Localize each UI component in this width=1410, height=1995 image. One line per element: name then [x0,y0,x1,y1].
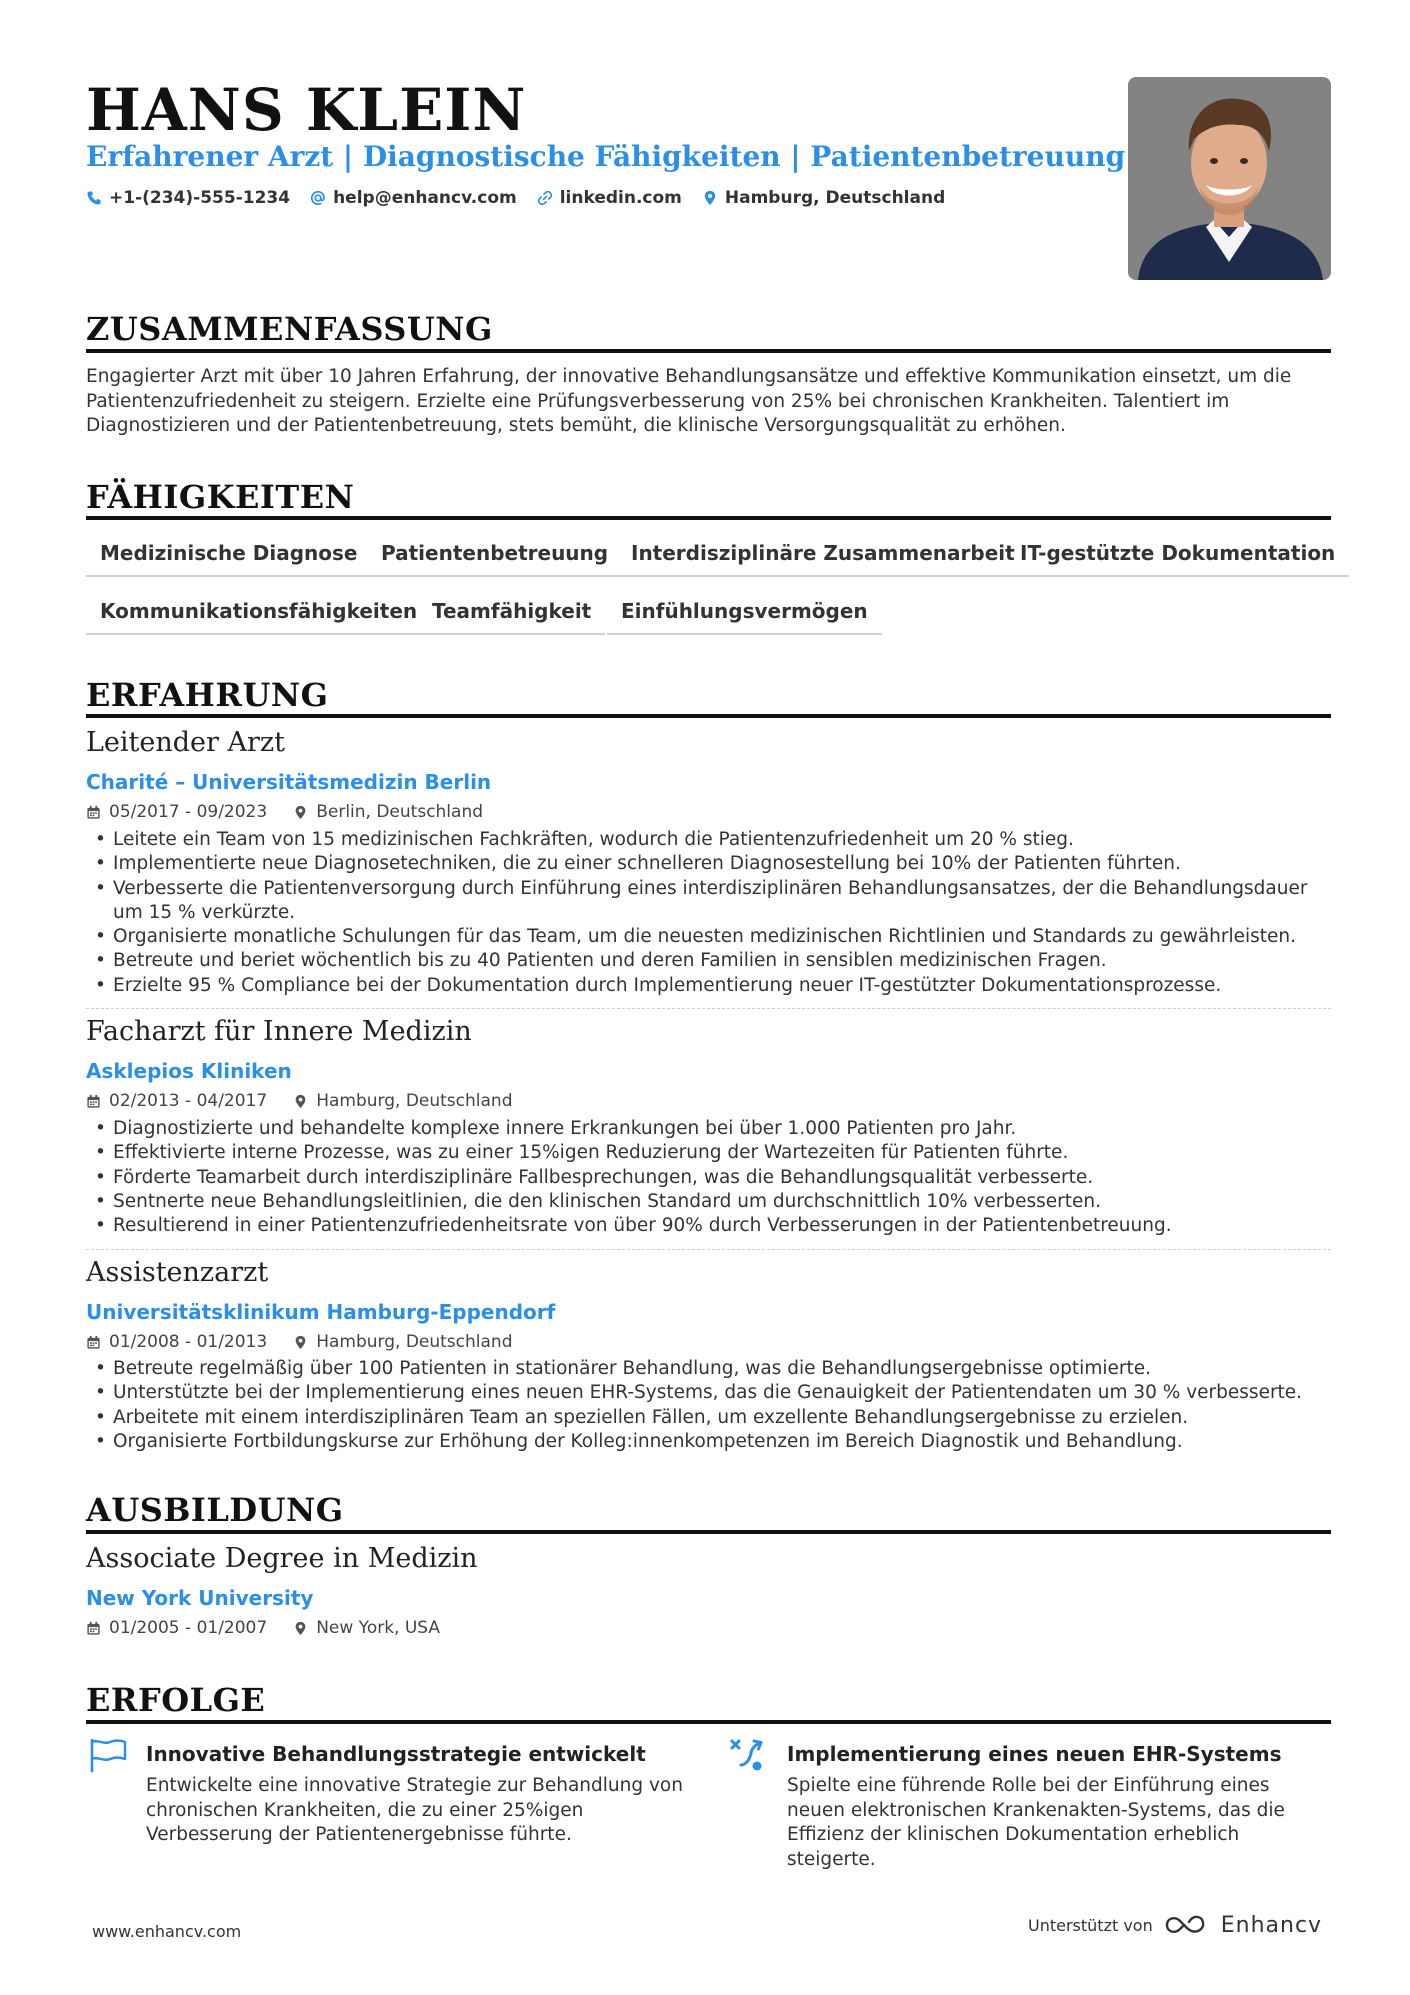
bullet-item: • Verbesserte die Patientenversorgung durch Einführung eines interdisziplinären Behandlungsansatzes, der die Behandlungsdauer um 15 % verkürzte. [86,877,1326,926]
job-title: Facharzt für Innere Medizin [86,1016,472,1047]
education-location [293,1618,440,1638]
bullet-item: • Erzielte 95 % Compliance bei der Dokumentation durch Implementierung neuer IT-gestützter Dokumentationsprozesse. [86,974,1326,998]
education-rule [86,1530,1331,1534]
company-name: Charité – Universitätsmedizin Berlin [86,770,492,794]
flag-icon [88,1737,128,1773]
skills-heading: FÄHIGKEITEN [86,478,355,516]
company-name: Universitätsklinikum Hamburg-Eppendorf [86,1300,556,1324]
skill-tag: Teamfähigkeit [418,599,605,635]
bullet-item: • Effektivierte interne Prozesse, was zu einer 15%igen Reduzierung der Wartezeiten für Patienten führte. [86,1141,1326,1165]
job-divider [86,1249,1331,1250]
location-pin-icon [293,1621,308,1636]
skill-tag: Interdisziplinäre Zusammenarbeit [617,541,1029,577]
at-icon [310,190,326,206]
location-pin-icon [293,805,308,820]
experience-heading: ERFAHRUNG [86,676,329,714]
linkedin-text: linkedin.com [559,188,682,208]
job-dates [86,802,267,822]
strategy-icon [728,1737,768,1773]
bullet-item: • Unterstützte bei der Implementierung eines neuen EHR-Systems, das die Genauigkeit der Patientendaten um 30 % verbesserte. [86,1381,1326,1405]
job-dates-text: 02/2013 - 04/2017 [109,1091,268,1111]
education-location-text: New York, USA [316,1618,441,1638]
contact-location [702,188,945,208]
link-icon [537,190,553,206]
bullet-item: • Förderte Teamarbeit durch interdisziplinäre Fallbesprechungen, was die Behandlungsqualität verbesserte. [86,1166,1326,1190]
summary-heading: ZUSAMMENFASSUNG [86,310,493,348]
brand-name: Enhancv [1220,1912,1323,1938]
location-text: Hamburg, Deutschland [724,188,946,208]
education-heading: AUSBILDUNG [86,1491,344,1529]
location-pin-icon [702,190,718,206]
bullet-item: • Betreute und beriet wöchentlich bis zu 40 Patienten und deren Familien in sensiblen medizinischen Fragen. [86,949,1326,973]
summary-rule [86,349,1331,353]
headline: Erfahrener Arzt | Diagnostische Fähigkeiten | Patientenbetreuung [86,140,1126,173]
powered-by-text: Unterstützt von [1028,1915,1153,1935]
achievement-title: Innovative Behandlungsstrategie entwickelt [146,1742,646,1766]
bullet-item: • Leitete ein Team von 15 medizinischen Fachkräften, wodurch die Patientenzufriedenheit um 20 % stieg. [86,828,1326,852]
degree-title: Associate Degree in Medizin [86,1543,478,1574]
achievements-rule [86,1720,1331,1724]
job-title: Assistenzarzt [86,1257,269,1288]
job-title: Leitender Arzt [86,727,285,758]
experience-rule [86,714,1331,718]
phone-text: +1-(234)-555-1234 [109,188,291,208]
bullet-item: • Resultierend in einer Patientenzufriedenheitsrate von über 90% durch Verbesserungen in der Patientenbetreuung. [86,1214,1326,1238]
bullet-item: • Implementierte neue Diagnosetechniken, die zu einer schnelleren Diagnosestellung bei 10% der Patienten führten. [86,852,1326,876]
job-dates-text: 01/2008 - 01/2013 [109,1332,268,1352]
job-meta [86,1091,513,1111]
skills-rule [86,516,1331,520]
job-dates [86,1091,267,1111]
bullet-item: • Arbeitete mit einem interdisziplinären Team an speziellen Fällen, um exzellente Behandlungsergebnisse zu erzielen. [86,1406,1326,1430]
footer-website[interactable]: www.enhancv.com [92,1922,242,1941]
bullet-item: • Organisierte monatliche Schulungen für das Team, um die neuesten medizinischen Richtlinien und Standards zu gewährleisten. [86,925,1326,949]
job-location-text: Berlin, Deutschland [316,802,484,822]
achievement-title: Implementierung eines neuen EHR-Systems [787,1742,1282,1766]
calendar-icon [86,1621,101,1636]
job-dates [86,1332,267,1352]
job-location [293,1091,512,1111]
job-location-text: Hamburg, Deutschland [316,1091,513,1111]
job-location [293,1332,512,1352]
phone-icon [86,190,102,206]
bullet-item: • Sentnerte neue Behandlungsleitlinien, die den klinischen Standard um durchschnittlich 10% verbesserten. [86,1190,1326,1214]
company-name: Asklepios Kliniken [86,1059,292,1083]
contact-linkedin[interactable] [537,188,682,208]
email-text: help@enhancv.com [333,188,517,208]
enhancv-logo-icon [1163,1912,1211,1938]
education-dates [86,1618,267,1638]
bullet-item: • Diagnostizierte und behandelte komplexe innere Erkrankungen bei über 1.000 Patienten pro Jahr. [86,1117,1326,1141]
location-pin-icon [293,1335,308,1350]
calendar-icon [86,1335,101,1350]
skill-tag: Medizinische Diagnose [86,541,371,577]
job-divider [86,1008,1331,1009]
candidate-name: HANS KLEIN [86,76,527,144]
location-pin-icon [293,1094,308,1109]
contact-email[interactable] [310,188,517,208]
calendar-icon [86,805,101,820]
summary-text: Engagierter Arzt mit über 10 Jahren Erfahrung, der innovative Behandlungsansätze und effektive Kommunikation einsetzt, um die Patientenzufriedenheit zu steigern. Erzielte eine Prüfungsverbesserung von 25% bei chronischen Krankheiten. Talentiert im Diagnostizieren und der Patientenbetreuung, stets bemüht, die klinische Versorgungsqualität zu erhöhen. [86,366,1292,436]
footer-branding [1028,1912,1322,1938]
achievement-description: Entwickelte eine innovative Strategie zur Behandlung von chronischen Krankheiten, die zu einer 25%igen Verbesserung der Patientenergebnisse führte. [146,1775,683,1845]
job-meta [86,1332,513,1352]
skill-tag: Einfühlungsvermögen [607,599,882,635]
job-meta [86,802,483,822]
education-dates-text: 01/2005 - 01/2007 [109,1618,268,1638]
achievements-heading: ERFOLGE [86,1681,266,1719]
school-name: New York University [86,1586,314,1610]
job-location [293,802,483,822]
contact-bar [86,188,945,208]
skill-tag: Patientenbetreuung [367,541,622,577]
education-meta [86,1618,440,1638]
skill-tag: IT-gestützte Dokumentation [1006,541,1349,577]
job-dates-text: 05/2017 - 09/2023 [109,802,268,822]
bullet-item: • Betreute regelmäßig über 100 Patienten in stationärer Behandlung, was die Behandlungsergebnisse optimierte. [86,1357,1326,1381]
achievement-description: Spielte eine führende Rolle bei der Einführung eines neuen elektronischen Krankenakten-Systems, das die Effizienz der klinischen Dokumentation erheblich steigerte. [787,1775,1285,1870]
profile-photo [1128,77,1331,280]
job-location-text: Hamburg, Deutschland [316,1332,513,1352]
calendar-icon [86,1094,101,1109]
contact-phone[interactable] [86,188,290,208]
job-bullets [86,1117,1326,1238]
bullet-item: • Organisierte Fortbildungskurse zur Erhöhung der Kolleg:innenkompetenzen im Bereich Diagnostik und Behandlung. [86,1430,1326,1454]
skill-tag: Kommunikationsfähigkeiten [86,599,431,635]
job-bullets [86,828,1326,998]
job-bullets [86,1357,1326,1454]
